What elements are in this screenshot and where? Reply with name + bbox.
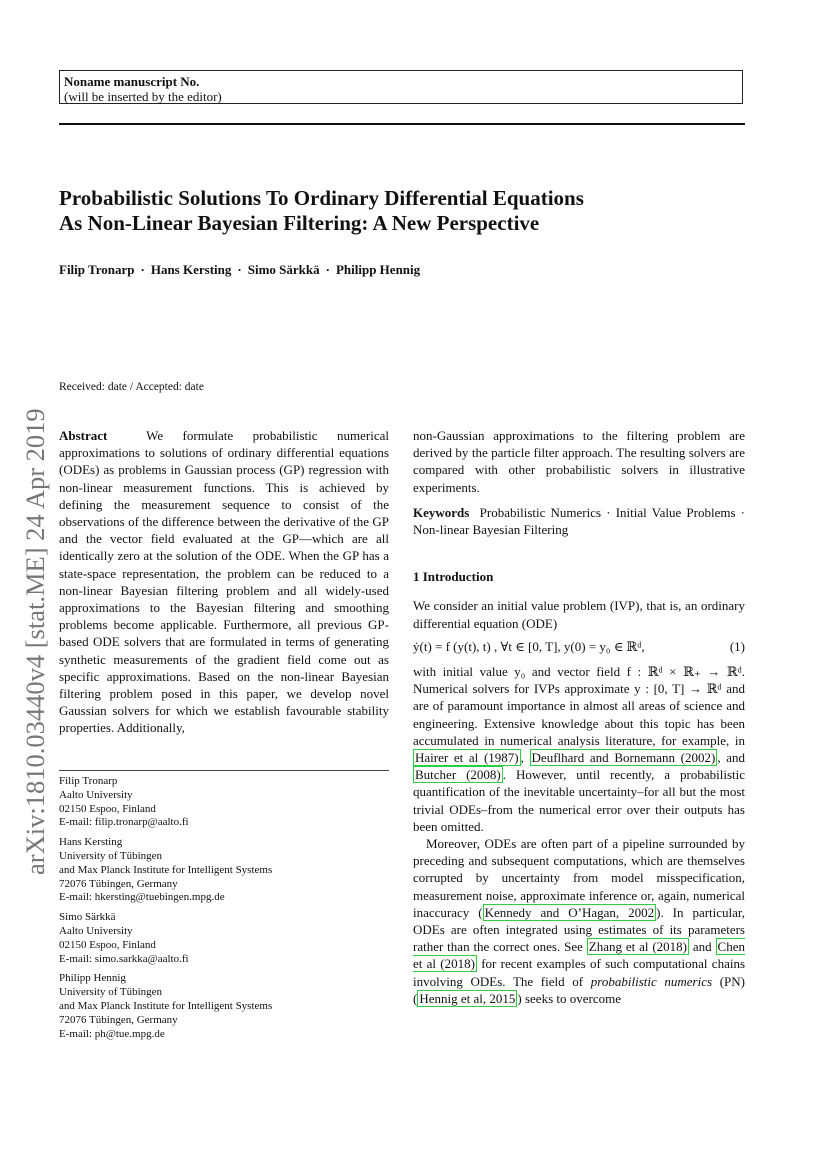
affiliation-line: Philipp Hennig: [59, 972, 126, 985]
intro-paragraph-1: We consider an initial value problem (IVP), that is, an ordinary differential equation (ODE): [413, 598, 745, 631]
paragraph-text: (PN) (: [413, 973, 745, 1006]
affiliation-line: Filip Tronarp: [59, 775, 118, 787]
arxiv-stamp: arXiv:1810.03440v4 [stat.ME] 24 Apr 2019: [20, 408, 50, 875]
author-name: Filip Tronarp: [59, 262, 135, 277]
manuscript-header-box: [59, 70, 743, 104]
affiliation-line: and Max Planck Institute for Intelligent Systems: [59, 999, 273, 1012]
equation-number: (1): [729, 638, 745, 654]
paragraph-text: ) seeks to overcome: [517, 990, 621, 1006]
abstract-continuation: non-Gaussian approximations to the filtering problem are derived by the particle filter approach. The resulting solvers are compared with other probabilistic solvers in illustrative experiments.: [413, 428, 745, 495]
affiliation-line: 72076 Tübingen, Germany: [59, 1013, 178, 1026]
affiliation-line: Aalto University: [59, 924, 133, 937]
title-line-2: As Non-Linear Bayesian Filtering: A New Perspective: [59, 211, 540, 235]
keywords-text: Probabilistic Numerics · Initial Value Problems · Non-linear Bayesian Filtering: [413, 504, 745, 538]
affiliation-line: University of Tübingen: [59, 986, 163, 999]
intro-paragraph-2: [413, 663, 745, 835]
citation-link[interactable]: Zhang et al (2018): [588, 939, 688, 955]
affiliations: [59, 775, 399, 1047]
affiliation-block: [59, 836, 399, 905]
author-name: Hans Kersting: [150, 262, 232, 277]
manuscript-number: Noname manuscript No.: [64, 74, 200, 89]
abstract: [59, 427, 389, 737]
author-separator: ·: [140, 262, 145, 277]
paragraph-text: . However, until recently, a probabilistic quantification of the inevitable uncertainty–for all but the most trivial ODEs–from the numerical error over their outputs has been omitted.: [413, 767, 745, 834]
title-line-1: Probabilistic Solutions To Ordinary Differential Equations: [59, 186, 584, 210]
header-rule: [59, 123, 745, 125]
paragraph-text: with initial value y₀ and vector field f : ℝᵈ × ℝ₊ → ℝᵈ. Numerical solvers for IVPs approximate y : [0, T] → ℝᵈ and are of paramount importance in almost all areas of science and engineering. Extensive knowledge about this topic has been accumulated in numerical analysis literature, for example, in: [413, 664, 745, 748]
affiliation-email: E-mail: filip.tronarp@aalto.fi: [59, 816, 189, 829]
paper-title: [59, 186, 759, 236]
citation-link[interactable]: Hairer et al (1987): [415, 750, 519, 766]
affiliation-line: 02150 Espoo, Finland: [59, 938, 156, 951]
equation-body: ẏ(t) = f (y(t), t) , ∀t ∈ [0, T], y(0) = y₀ ∈ ℝᵈ,: [413, 638, 645, 654]
affiliation-block: [59, 972, 399, 1041]
received-date: Received: date / Accepted: date: [59, 381, 204, 393]
author-name: Simo Särkkä: [247, 262, 320, 277]
affiliation-line: Hans Kersting: [59, 836, 123, 849]
affiliation-line: 02150 Espoo, Finland: [59, 802, 156, 815]
keywords-label: Keywords: [413, 504, 470, 520]
affiliation-block: [59, 911, 399, 966]
author-name: Philipp Hennig: [335, 262, 421, 277]
affiliation-line: 72076 Tübingen, Germany: [59, 877, 178, 890]
editor-note: (will be inserted by the editor): [64, 89, 222, 104]
affiliation-email: E-mail: simo.sarkka@aalto.fi: [59, 952, 189, 965]
intro-paragraph-3: [413, 835, 745, 1007]
affiliation-line: University of Tübingen: [59, 849, 163, 862]
paragraph-text: , and: [717, 750, 746, 766]
citation-link[interactable]: Kennedy and O’Hagan, 2002: [484, 904, 655, 920]
section-heading: 1 Introduction: [413, 569, 494, 585]
paragraph-text: ,: [520, 750, 530, 766]
paragraph-text: ). In particular, ODEs are often integrated using estimates of its parameters rather than the correct ones. See: [413, 904, 745, 955]
affiliation-line: and Max Planck Institute for Intelligent Systems: [59, 863, 273, 876]
citation-link[interactable]: Hennig et al, 2015: [419, 990, 516, 1006]
affiliation-line: Aalto University: [59, 788, 133, 801]
author-separator: ·: [325, 262, 330, 277]
author-separator: ·: [237, 262, 242, 277]
citation-link[interactable]: Deuflhard and Bornemann (2002): [531, 750, 716, 766]
paragraph-text: Moreover, ODEs are often part of a pipeline surrounded by preceding and subsequent computations, which are themselves corrupted by uncertainty from model misspecification, measurement noise, approximate inference or, again, numerical inaccuracy (: [413, 836, 745, 920]
equation-1: [413, 638, 745, 655]
keywords: [413, 504, 745, 538]
abstract-text: We formulate probabilistic numerical approximations to solutions of ordinary differential equations (ODEs) as problems in Gaussian process (GP) regression with non-linear measurement functions. This is achieved by defining the measurement sequence to consist of the observations of the difference between the derivative of the GP and the vector field evaluated at the GP—which are all identically zero at the solution of the ODE. When the GP has a state-space representation, the problem can be reduced to a non-linear Bayesian filtering problem and all widely-used approximations to the Bayesian filtering and smoothing problems become applicable. Furthermore, all previous GP-based ODE solvers that are formulated in terms of generating synthetic measurements of the gradient field come out as specific approximations. Based on the non-linear Bayesian filtering problem posed in this paper, we develop novel Gaussian solvers for which we establish favourable stability properties. Additionally,: [59, 428, 389, 736]
right-column: [413, 427, 745, 1007]
paragraph-text: and: [689, 939, 716, 955]
affiliation-block: [59, 775, 399, 830]
paragraph-text: for recent examples of such computational chains involving ODEs. The field of: [413, 956, 746, 989]
affiliation-line: Simo Särkkä: [59, 911, 116, 924]
author-list: [59, 262, 420, 278]
footnote-rule: [59, 770, 389, 771]
citation-link[interactable]: Chen et al (2018): [413, 939, 745, 972]
affiliation-email: E-mail: ph@tue.mpg.de: [59, 1027, 165, 1040]
affiliation-email: E-mail: hkersting@tuebingen.mpg.de: [59, 891, 225, 904]
abstract-heading: Abstract: [59, 428, 108, 443]
italic-term: probabilistic numerics: [590, 973, 713, 989]
citation-link[interactable]: Butcher (2008): [415, 767, 501, 783]
